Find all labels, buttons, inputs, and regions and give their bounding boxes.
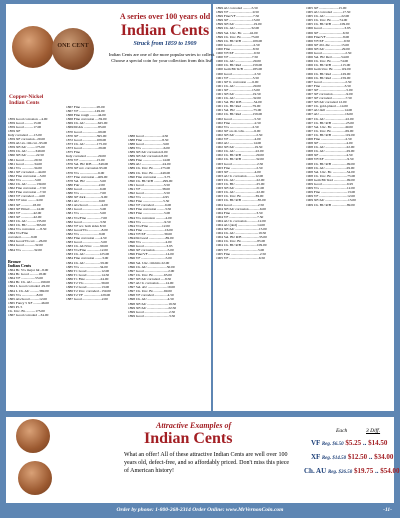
listing-line: 1864 Br. Good ..........18.00	[8, 272, 47, 277]
listing-line: Bronze	[8, 258, 21, 264]
listing-line: 1899 AU corroded ..........5.50	[216, 6, 258, 10]
listing-line: 1907 Ch. gold-plated ....14.00	[306, 104, 348, 109]
listing-line: 1868 Fine corrosion ....59.00	[66, 117, 107, 122]
listing-line: 1898 Ch. AU .......................4.50	[128, 297, 174, 302]
listing-line: 1888 Good ....................4.50	[128, 133, 169, 138]
listing-line: 1906 Ch. Unc. Br. .........74.00	[306, 59, 349, 64]
listing-line: 1903 Ch. AU ........................22.00	[216, 177, 265, 182]
price-row-ch-au: Ch. AU Reg. $26.50 $19.75 .. $54.00	[304, 467, 400, 475]
listing-line: 1886 T2 Unc. corroded ..159.00	[66, 289, 111, 294]
listing-line: 1876 VG .....................6.00	[66, 170, 105, 175]
listing-line: 1896 XF corrosion ..............5.00	[128, 248, 174, 253]
listing-line: 1870 Good ..................69.00	[66, 129, 107, 134]
listing-line: 1908 XF ...............................4.50	[306, 153, 353, 158]
listing-line: 1859 XF/AU .........175.00	[8, 145, 45, 150]
listing-line: 1903 Ch. Unc. Br. ...............39.00	[216, 194, 264, 199]
listing-line: 1886 T1 Good ................14.50	[66, 272, 110, 277]
listing-line: 1889 XF/AU corrosion 6.00	[128, 150, 168, 155]
listing-line: 1884 Ch. AU .................59.00	[66, 260, 109, 265]
listing-line: 1865 Fancy 5 XF .........46.00	[8, 300, 50, 305]
listing-line: 1905 Fine .................................2.50	[216, 251, 266, 256]
listing-line: 1903 AU lt. corrosion .........12.00	[216, 173, 264, 178]
banner-title: Indian Cents	[120, 22, 210, 39]
listing-line: 1899 Ch. AU ..................32.00	[216, 26, 260, 31]
listing-line: 1893 Fine ........................5.00	[128, 211, 171, 216]
listing-line: 1883 Ch. AU/Unc. ........99.00	[66, 244, 108, 249]
listing-line: 1859 Good corrosion ...4.00	[8, 116, 48, 121]
listing-line: 1889 XF/AU corrosion 8.00	[128, 154, 168, 159]
listing-line: 1901 Sel. BU R/B .............54.00	[216, 100, 262, 105]
listing-line: 1903 Ch. AU ........................22.00	[216, 190, 265, 195]
listing-line: 1901 XF ..........................15.00	[216, 87, 260, 92]
listing-line: 1859 Ch. AU .........349.00	[8, 149, 45, 154]
listing-line: 1881 Good ....................5.00	[66, 207, 107, 212]
listing-line: 1864 VG/Fine	[8, 231, 29, 236]
listing-line: 1907 AU .............................16.00	[306, 112, 353, 117]
page-number: -11-	[383, 507, 392, 513]
listing-line: 1906 Sel. BU Red ..........54.00	[306, 55, 349, 60]
listing-line: 1905 XF ......................15.00	[306, 6, 347, 10]
attractive-coin-obverse-image	[16, 419, 50, 453]
listing-line: 1862 Fine corrosion ...5.00	[8, 173, 46, 178]
listing-line: 1864 Br. Ch. AU .........199.00	[8, 280, 51, 285]
listing-line: 1906 Fine/VF ...................8.00	[306, 34, 350, 39]
listing-line: 1859 Good ..........17.00	[8, 124, 42, 129]
listing-line: 1873 Ch. AU .............175.00	[66, 141, 107, 146]
listing-line: 1909 VF ................................12.00	[306, 194, 356, 199]
listing-line: 1876 XF rev. corrosion 95.00	[66, 166, 108, 171]
listing-line: 1863 VF nice ..........9.00	[8, 198, 43, 203]
listing-line: 1863 XF .............18.00	[8, 202, 41, 207]
listing-line: 1901 Sel. BU ....................75.00	[216, 108, 262, 113]
listing-line: 1907 Ch. Unc. Br. ...............69.00	[306, 128, 354, 133]
listing-line: 1894/94 Good ...................89.00	[128, 236, 174, 240]
listing-line: 1859 XF corrosion ..20.00	[8, 137, 45, 142]
listing-line: 1876 VF ....................15.00	[66, 158, 105, 163]
footer-order-info: Order by phone: 1-800-268-2314 Order Online: www.MrVernonCoin.com	[116, 507, 284, 513]
listing-line: 1880 Fair .....................2.00	[66, 182, 105, 187]
listing-line: 1906 VF/XF ......................9.50	[306, 38, 350, 43]
listing-line: 1868 Fine rough .........44.00	[66, 113, 106, 118]
listing-line: 1887 Good ......................2.00	[66, 297, 108, 302]
price-header-three: 3 Diff.	[366, 428, 381, 434]
indian-cent-obverse-image	[12, 26, 54, 68]
listing-line: 1882 Good ....................3.50	[66, 219, 107, 224]
listing-line: 1890 Fine corrosion ........3.75	[128, 174, 171, 179]
listing-line: 1899 Ch. BU R/B ............109.00	[216, 38, 263, 43]
listing-line: 1876 Sel. BU R/B .......349.00	[66, 162, 109, 167]
listing-line: Ch. Unc. Br. ..........175.00	[8, 308, 45, 313]
listing-line: 1865 Pl. 5	[8, 304, 23, 309]
listing-line: 1862 Fine corrosion ...7.50	[8, 186, 46, 191]
listing-line: 1908 XF ...............................4.00	[306, 141, 353, 146]
listing-line: 1861 VG ..............34.00	[8, 165, 42, 170]
listing-line: 1881 AG/Good ...............4.00	[66, 203, 108, 208]
listing-column-1	[8, 92, 64, 410]
listing-line: 1889 Fine ......................14.00	[128, 158, 171, 163]
listing-line: 1863 Ch. BU ..........365.00	[8, 223, 46, 227]
listing-line: 1873 Good ..................29.00	[66, 145, 107, 150]
listing-line: 1905 VF .................................5.00	[216, 247, 265, 252]
listing-line: 1902 Good .........................5.50	[216, 116, 261, 121]
listing-line: 1906 Good .........................3.95	[306, 26, 351, 31]
listing-line: 1902 Ch. AU .......................22.00	[216, 149, 264, 154]
listing-line: 1899 XF/AU .....................19.00	[216, 22, 262, 27]
listing-line: 1864 VG corrosion .....8.50	[8, 227, 47, 232]
listing-line: 1864 Good/VG scr. ...26.00	[8, 239, 47, 244]
listing-line: 1894 VG/Fine ...............12.00	[128, 223, 170, 228]
listing-line: 1906 XF dbl. die ............15.00	[306, 42, 349, 47]
listing-line: 1878 Sel. BU ................5.00	[66, 178, 106, 183]
listing-line: 1908 Ch. BU R/B .................99.00	[306, 161, 355, 166]
listing-line: 1889 VG .........................6.00	[128, 145, 170, 150]
listing-column-3	[128, 105, 210, 410]
listing-line: 1859 XF	[8, 128, 21, 133]
footer-bar	[6, 505, 394, 516]
attractive-description: What an offer! All of these attractive Indian Cents are well over 100 years old, defect-free, and so affordably priced. Don't miss this piece of American history!	[124, 452, 290, 474]
listing-line: 1885 VG .......................34.00	[66, 264, 108, 269]
listing-line: 1863 VF corroded .....4.00	[8, 194, 45, 199]
listing-line: 1907 Good ..........................2.50	[306, 79, 352, 84]
listing-line: 1883 Ch. AU ................125.00	[66, 252, 110, 257]
listing-line: 1892 Good ......................3.50	[128, 190, 170, 195]
banner-description: Indian Cents are one of the more popular series to collect. Choose a special coin for your collection from this list!	[108, 52, 216, 63]
listing-line: 1904 AU (ded) ......................14.00	[216, 222, 265, 227]
listing-line: 1867 VF ..................149.00	[66, 109, 105, 114]
listing-line: 1899 XF ..........................15.00	[216, 18, 260, 23]
listing-line: 1904 Fine .............................3.50	[216, 210, 263, 215]
listing-line: 1892 VG ........................4.95	[128, 195, 169, 200]
listing-line: 1904 AU lt. corrosion ............12.00	[216, 218, 266, 223]
listing-line: 1906 Ch. BU Red ..........159.00	[306, 75, 351, 80]
listing-line: 1908 VF/XF ..........................9.50	[306, 157, 354, 162]
section-heading-copper-nickel: Copper-Nickel Indian Cents	[9, 94, 44, 106]
listing-line: 1905 AU corroded ...........17.50	[306, 10, 351, 15]
listing-line: 1902 Ch. BU R/B ................29.00	[216, 153, 264, 158]
listing-line: 1897 Ch. Unc. Br. ...........69.00	[128, 289, 172, 294]
listing-line: 1899 XF/AU ........................22.50	[128, 305, 177, 310]
listing-line: 1904 Good .............................2.50	[216, 202, 265, 207]
price-row-xf: XF Reg. $14.50 $12.50 .. $34.00	[311, 453, 394, 461]
listing-line: 1863 VF ..............42.00	[8, 210, 42, 215]
listing-line: 1865 VG .................8.00	[8, 292, 43, 297]
listing-line: 1904 XF/AU corrosion ............6.00	[216, 206, 266, 211]
listing-line: 1903 XF .............................4.00	[216, 169, 261, 174]
listing-line: 1904 Ch. Unc. Br. .................85.00	[216, 239, 266, 244]
listing-line: 1907 XF ...............................5.00	[306, 87, 353, 92]
listing-line: 1908 Ch. AU ........................29.00	[306, 149, 355, 154]
attractive-examples-box	[6, 417, 400, 503]
listing-line: 1890 Ch. BU R/B ..........299.00	[128, 178, 173, 183]
listing-line: 1875 Fine	[66, 150, 81, 155]
listing-line: 1900 VF/XF ......................9.50	[216, 51, 260, 56]
listing-line: 1891 VF ........................38.00	[128, 186, 171, 191]
listing-line: 1881 VG/Fine ................7.00	[66, 215, 108, 220]
listing-line: 1864 VG ..............32.00	[8, 247, 42, 252]
listing-line: 1860 XF/AU ..........22.50	[8, 153, 44, 158]
listing-line: 1881 VG .......................5.00	[66, 211, 106, 216]
listing-line: 1908 Ch. AU ........................22.00	[306, 145, 355, 150]
listing-line: 1909 Fine ..............................13.00	[306, 190, 356, 195]
listing-line: 1905 Ch. AU ..................22.00	[306, 14, 350, 19]
listing-line: 1907 Ch. AU .......................22.00	[306, 116, 354, 121]
listing-line: 1882 Good/VG ...............8.00	[66, 227, 108, 232]
listing-line: 1901 Ch. BU Red ............79.00	[216, 104, 261, 109]
listing-line: 1867 Fine ..................95.00	[66, 105, 105, 109]
attractive-coin-reverse-image	[18, 461, 52, 495]
listing-line: 1907 Ch. BU R/B ...............119.00	[306, 132, 355, 137]
listing-line: 1896 Sel. Unc. rim hits 22.00	[128, 260, 170, 265]
listing-line: 1894 VG ..........................9.50	[128, 219, 171, 224]
listing-line: 1906 XF/AU ...................29.00	[306, 46, 350, 51]
listing-line: 1907 Fine ...........................3.50	[306, 83, 351, 88]
listing-line: 1907 Ch. BU R/B ................25.00	[306, 120, 354, 125]
listing-line: 1906 Gem Unc. Br. ........119.00	[306, 67, 351, 72]
listing-line: 1900 Good ........................2.50	[216, 42, 260, 47]
listing-line: 1880 XF dark .................9.00	[66, 195, 108, 200]
listing-line: Indian Cents	[8, 262, 32, 268]
listing-line: 1886 T1 Fine .................24.00	[66, 276, 109, 281]
listing-line: 1870 XF ....................395.00	[66, 133, 107, 138]
listing-line: 1904 VF ................................7.50	[216, 214, 264, 219]
listing-line: 1907 XF corrosion ...............9.00	[306, 91, 353, 96]
listing-line: 1894 VF/XF ....................39.00	[128, 231, 172, 236]
banner-subtitle: Struck from 1859 to 1909	[133, 41, 197, 47]
listing-line: 1898 XF/AU ........................19.50	[128, 301, 177, 306]
listing-line: 1882 VF scr. both sides 8.50	[66, 223, 106, 228]
listing-line: 1896 Ch. AU ......................50.00	[128, 264, 175, 269]
listing-line: 1902 XF/AU ........................2.50	[216, 132, 263, 137]
listing-line: 1886 T1 Good ................12.00	[66, 268, 110, 273]
listing-line: 1883 Good .....................5.00	[66, 240, 108, 245]
listing-line: 1908 Sel. Unc. Br. ................54.00	[306, 169, 355, 174]
listing-line: 1902 Ch. BU Red ............159.00	[216, 112, 263, 117]
listing-line: 1861 XF corroded ....44.00	[8, 169, 46, 174]
listing-line: 1886 T2 VF ...................129.00	[66, 293, 111, 298]
listing-line: 1904 Ch. AU ..........................19.50	[216, 231, 267, 236]
listing-line: 1901 XF lt. corrosion ......6.00	[216, 79, 259, 84]
listing-line: 1903 Fine .............................2.50	[216, 165, 263, 170]
indian-cent-reverse-image: ONE CENT	[52, 28, 94, 70]
listing-line: 1881 AU ......................9.00	[66, 199, 105, 204]
listing-line: 1888 Fine ......................8.50	[128, 137, 169, 142]
listing-line: 1909 VG ...............................12.00	[306, 186, 355, 191]
listing-line: 1903 Good ............................2.50	[216, 161, 264, 166]
listing-line: 1908 Ch. AU ........................29.00	[306, 165, 355, 170]
listing-line: 1909 Ch. BU R/B .................89.00	[306, 202, 355, 207]
listing-line: 1864 VF ................55.00	[8, 276, 44, 281]
listing-line: 1906 Ch. BU R/B ..........115.00	[306, 63, 351, 68]
listing-line: 1882 Fine corrosion ......4.50	[66, 236, 107, 240]
listing-line: 1869 Ch. AU ..............625.00	[66, 121, 108, 126]
listing-line: 1904 Ch. BU R/B .................109.00	[216, 243, 267, 248]
listing-line: 1898 VF corroded ...............4.50	[128, 293, 174, 298]
listing-line: 1908 Ch. Unc. Br. .................75.00	[306, 173, 356, 178]
listing-line: 1863 XF Pitted .......14.00	[8, 206, 45, 211]
listing-line: 1907 XF/AU corroded 12.00	[306, 100, 347, 105]
listing-line: 1908 Fine ............................2.50	[306, 137, 352, 141]
listing-line: 1884 Fine corrosion ........3.00	[66, 256, 109, 261]
listing-line: 1906 Good ..........................2.50	[306, 51, 352, 56]
listing-line: 1886 T2 VG ...................39.00	[66, 281, 109, 286]
listing-line: 1900 Ch. BU Red ............159.00	[216, 63, 263, 68]
listing-line: 1905 Ch. BU R/B .........109.00	[306, 22, 350, 27]
banner-kicker: A series over 100 years old	[119, 12, 211, 21]
listing-line: 1880 Good ....................6.00	[66, 186, 107, 191]
listing-line: 1903 Ch. BU R/B ..................85.00	[216, 198, 266, 203]
listing-line: 1883 VG/Fine ...............12.00	[66, 248, 108, 253]
listing-column-5	[306, 6, 392, 410]
listing-line: 1907 Sel. Unc. Br. ..............49.00	[306, 124, 353, 129]
listing-line: 1861 Good ...........29.50	[8, 157, 43, 162]
listing-line: 1896 Good .........................3.95	[128, 244, 173, 249]
listing-line: 1867 Good corroded ...34.00	[8, 313, 49, 318]
listing-line: 1897 Ch. Unc. Br. ...........65.00	[128, 272, 172, 277]
listing-line: 1897 Good ...........................2.00	[128, 268, 175, 273]
listing-line: Indy corroded .............29.00	[66, 154, 106, 159]
listing-line: 1900 VF ..........................7.50	[216, 55, 259, 60]
listing-line: 1901 VF ...........................5.50	[216, 75, 259, 80]
listing-line: 1894 Fine .........................16.00	[128, 227, 173, 232]
listing-line: 1896 VG ...........................4.00	[128, 240, 172, 245]
listing-line: 1902 Fine ...........................2.50	[216, 120, 261, 125]
listing-line: 1889 AU ........................24.00	[128, 162, 171, 167]
price-row-vf: VF Reg. $6.50 $5.25 .. $14.50	[311, 439, 388, 447]
listing-line: 1859 AU ex. rim cut ..95.00	[8, 141, 48, 146]
listing-line: 1906 XF ...........................6.50	[306, 30, 349, 35]
listing-line: 1905 VF ..................................6.50	[216, 255, 266, 260]
listing-line: Indy corroded ......15.00	[8, 132, 42, 137]
listing-line: 1899 Sel. Unc. Br. ........42.00	[216, 30, 258, 35]
listing-line: 1864 Br. VG major hit ..8.00	[8, 268, 49, 273]
listing-line: 1905 Ch. Unc. Br. ........74.00	[306, 18, 348, 23]
listing-line: 1869/69 AG ................85.00	[66, 125, 106, 130]
listing-line: corroded ...........9.00	[8, 235, 38, 240]
listing-line: 1909 XF/AU ..........................13.00	[306, 198, 356, 203]
listing-line: 1899 Good ............................2.50	[128, 309, 176, 314]
listing-line: 1907 XF corroded ...............7.50	[306, 96, 352, 101]
listing-line: 1904 XF/AU ...........................15.00	[216, 227, 267, 232]
listing-column-2	[66, 105, 126, 410]
listing-line: 1901 XF/AU ....................19.50	[216, 91, 261, 96]
listing-line: 1880 VG .......................7.00	[66, 190, 106, 195]
listing-line: 1899 Fine/VF ...................7.50	[216, 14, 260, 19]
listing-line: 1872 Good ................109.00	[66, 137, 107, 142]
listing-line: 1902 XF on ob./obs. ..........6.00	[216, 128, 261, 133]
listing-line: 1908 Gem BU Red ...............99.00	[306, 177, 355, 182]
listing-line: 1901 Ch. AU ....................32.00	[216, 96, 261, 101]
listing-line: 1897 Sel. AU ......................19.00	[128, 285, 175, 290]
listing-line: 1903 XF/AU ........................21.00	[216, 186, 265, 191]
indian-cents-banner	[6, 4, 216, 105]
listing-line: 1862 Ch. AU ..........139.00	[8, 182, 46, 187]
listing-line: 1893 Fine corrosion .........3.50	[128, 207, 172, 212]
listing-line: 1902 VG ..........................2.50	[216, 124, 259, 129]
listing-line: 1900 Good .........................2.50	[216, 71, 261, 76]
price-header-each: Each	[336, 428, 348, 434]
listing-line: 1888 Good .....................3.00	[128, 141, 170, 146]
listing-column-4	[216, 6, 304, 410]
listing-line: 1886 T2 Good ................13.00	[66, 285, 110, 290]
listing-line: 1899 Good ............................3.50	[128, 313, 176, 318]
listing-line: 1896 Fine/VF ....................14.00	[128, 252, 174, 257]
listing-line: 1900 Gem BU R/B ..........185.00	[216, 67, 263, 72]
listing-line: 1899 VF ...........................9.50	[216, 10, 259, 15]
listing-line: 1894 VG corrosion ...........4.00	[128, 215, 172, 220]
listing-line: 1897 XF/AU corroded .....8.50	[128, 276, 172, 281]
listing-line: 1889 Ch. Unc. Br. .......249.00	[128, 170, 171, 175]
listing-line: 1859 Good ..........15.00	[8, 120, 42, 125]
listing-line: 1862 VG ...............5.00	[8, 177, 41, 182]
listing-line: 1892 Fine .......................5.50	[128, 199, 170, 204]
attractive-kicker: Attractive Examples of	[156, 421, 232, 430]
listing-line: 1903 Ch. BU ........................25.00	[216, 182, 265, 187]
listing-line: 1877 Fine corrosion ...409.00	[66, 174, 108, 179]
listing-line: 1864 L Good corroded .29.00	[8, 284, 50, 289]
listing-line: 1864 L Ch. AU ..........369.00	[8, 288, 49, 293]
listing-line: 1861 Good ...........34.00	[8, 161, 43, 166]
listing-line: 1901 Ch. AU ....................29.00	[216, 83, 261, 88]
listing-line: 1889 Ch. Unc. Br. .......175.00	[128, 166, 171, 171]
listing-line: 1892 VF corroded ............6.00	[128, 203, 172, 208]
listing-line: 1902 AU ...........................14.00	[216, 141, 262, 146]
listing-line: 1902 Ch. BU R/B ................32.00	[216, 157, 264, 162]
listing-line: 1900 Ch. AU ....................29.00	[216, 59, 261, 64]
listing-line: 1882 VG ......................9.00	[66, 231, 106, 236]
listing-line: 1902 XF/AU ......................19.50	[216, 145, 263, 150]
listing-line: 1906 Ch. BU Red ..........129.00	[306, 71, 351, 76]
listing-line: 1863 XF ..............42.00	[8, 214, 42, 219]
listing-line: 1902 VF .............................4.00	[216, 137, 261, 141]
listing-line: 1900 Fine .........................8.50	[216, 46, 259, 51]
listing-line: 1899 Ch. Unc. Br. ..........75.00	[216, 34, 259, 39]
listing-line: 1897 AU lt. corrosion .......14.00	[128, 281, 174, 286]
listing-line: 1865 AG/Good ..........12.00	[8, 296, 47, 301]
listing-line: 1891 Good ......................3.50	[128, 182, 170, 187]
attractive-title: Indian Cents	[144, 430, 233, 447]
listing-line: 1896 VF ............................5.00	[128, 256, 172, 261]
listing-line: 1904 Sel. BU R/B ...................35.00	[216, 235, 267, 240]
listing-line: 1863 Ch. AU ..........135.00	[8, 218, 46, 223]
listing-line: 1863 Fine corrosion ...7.50	[8, 190, 46, 195]
listing-line: 1907 AU dull .....................14.00	[306, 108, 353, 113]
listing-line: 1909 Good ............................6.95	[306, 182, 354, 187]
listing-line: 1864 Good ............32.00	[8, 243, 43, 248]
